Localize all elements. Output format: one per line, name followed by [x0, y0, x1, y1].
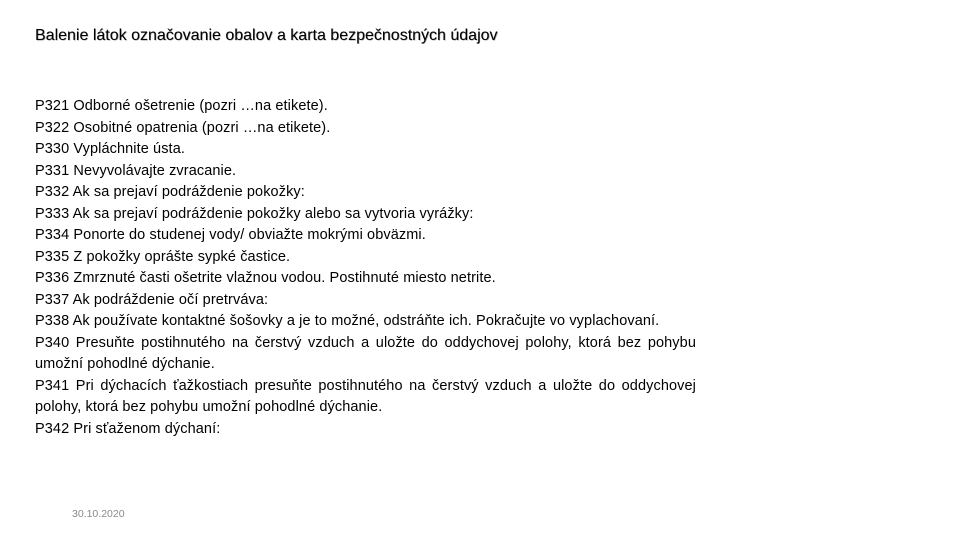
statement-p322: P322 Osobitné opatrenia (pozri …na etikete).	[35, 119, 331, 136]
statement-p336: P336 Zmrznuté časti ošetrite vlažnou vodou. Postihnuté miesto netrite.	[35, 270, 496, 286]
precautionary-statements-list	[35, 96, 696, 440]
statement-p338: P338 Ak používate kontaktné šošovky a je to možné, odstráňte ich. Pokračujte vo vyplachovaní.	[35, 313, 660, 329]
slide-title: Balenie látok označovanie obalov a karta bezpečnostných údajov	[35, 27, 498, 44]
statement-p330: P330 Vypláchnite ústa.	[35, 141, 185, 157]
statement-p335: P335 Z pokožky oprášte sypké častice.	[35, 248, 291, 265]
statement-p334: P334 Ponorte do studenej vody/ obviažte mokrými obväzmi.	[35, 227, 426, 243]
statement-p342: P342 Pri sťaženom dýchaní:	[35, 420, 221, 437]
slide-date: 30.10.2020	[72, 508, 125, 520]
statement-p321: P321 Odborné ošetrenie (pozri …na etikete).	[35, 98, 328, 114]
statement-p333: P333 Ak sa prejaví podráždenie pokožky alebo sa vytvoria vyrážky:	[35, 205, 474, 222]
statement-p337: P337 Ak podráždenie očí pretrváva:	[35, 291, 269, 308]
statement-p332: P332 Ak sa prejaví podráždenie pokožky:	[35, 184, 305, 200]
statement-p331: P331 Nevyvolávajte zvracanie.	[35, 162, 237, 179]
statement-p341: P341 Pri dýchacích ťažkostiach presuňte postihnutého na čerstvý vzduch a uložte do oddychovej polohy, ktorá bez pohybu umožní pohodlné dýchanie.	[35, 377, 696, 415]
statement-p340: P340 Presuňte postihnutého na čerstvý vzduch a uložte do oddychovej polohy, ktorá bez pohybu umožní pohodlné dýchanie.	[35, 334, 696, 372]
